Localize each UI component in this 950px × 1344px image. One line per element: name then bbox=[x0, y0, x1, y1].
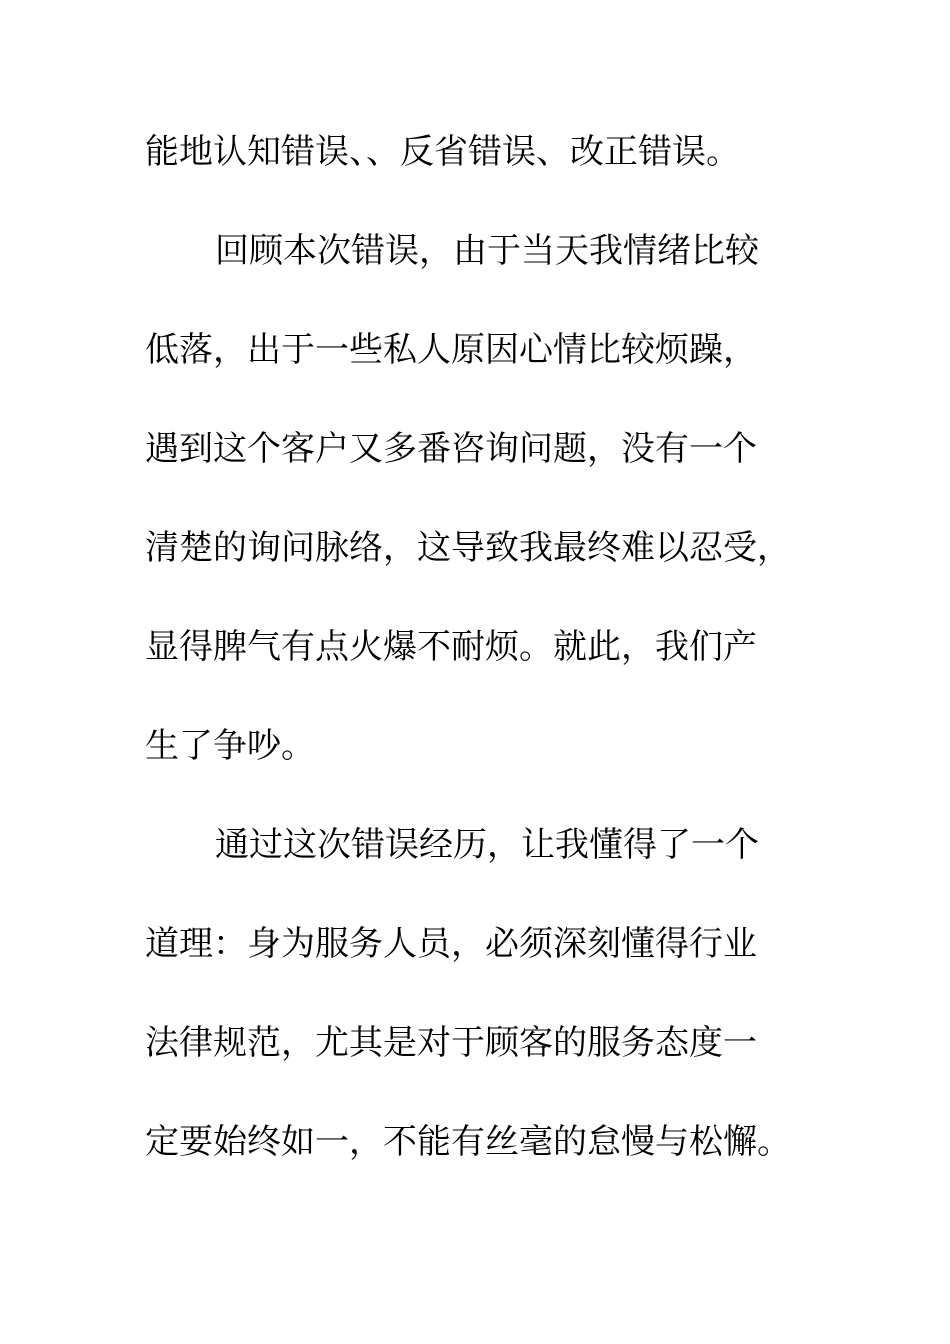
text-line-4: 遇到这个客户又多番咨询问题，没有一个 bbox=[145, 429, 757, 469]
text-line-9: 道理：身为服务人员，必须深刻懂得行业 bbox=[145, 924, 757, 964]
text-line-10: 法律规范，尤其是对于顾客的服务态度一 bbox=[145, 1023, 757, 1063]
text-line-8: 通过这次错误经历，让我懂得了一个 bbox=[215, 825, 759, 865]
text-line-2: 回顾本次错误，由于当天我情绪比较 bbox=[215, 231, 759, 271]
text-line-1: 能地认知错误、、反省错误、改正错误。 bbox=[145, 132, 740, 172]
text-line-3: 低落，出于一些私人原因心情比较烦躁， bbox=[145, 330, 757, 370]
text-line-5: 清楚的询问脉络，这导致我最终难以忍受， bbox=[145, 528, 791, 568]
text-line-7: 生了争吵。 bbox=[145, 726, 315, 766]
text-line-6: 显得脾气有点火爆不耐烦。就此，我们产 bbox=[145, 627, 757, 667]
text-line-11: 定要始终如一，不能有丝毫的怠慢与松懈。 bbox=[145, 1122, 791, 1162]
